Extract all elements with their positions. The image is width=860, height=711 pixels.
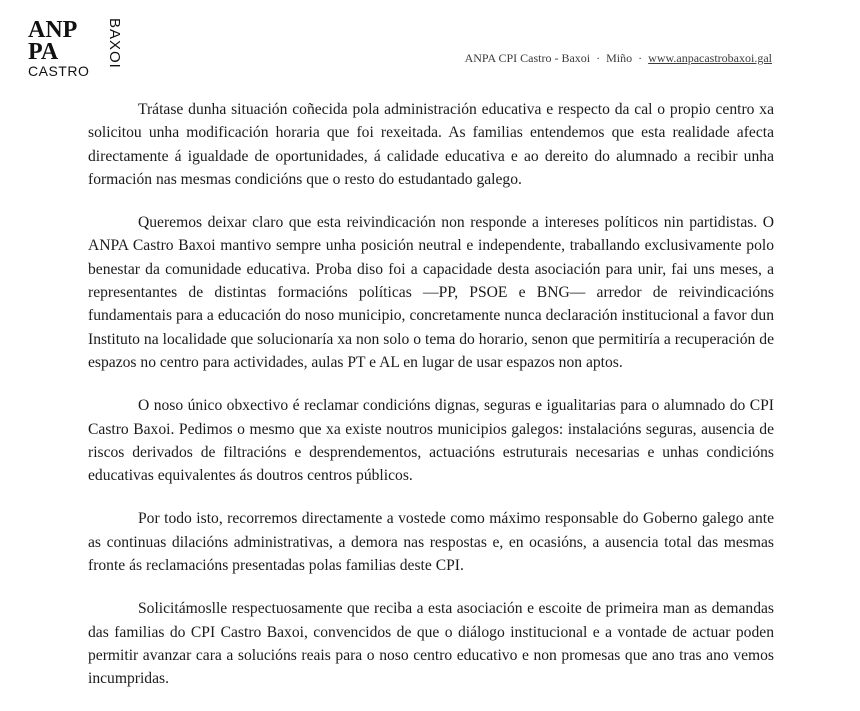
paragraph-3: O noso único obxectivo é reclamar condicións dignas, seguras e igualitarias para o alumnado do CPI Castro Baxoi. Pedimos o mesmo que xa existe noutros municipios galegos: instalacións seguras, ausencia de riscos derivados de filtracións e desprendementos, actuacións estruturais necesarias e unhas condicións educativas equivalentes ás doutros centros públicos. [88,397,774,485]
header-separator: · [638,51,643,65]
paragraph-1: Trátase dunha situación coñecida pola administración educativa e respecto da cal o propio centro xa solicitou unha modificación horaria que foi rexeitada. As familias entendemos que esta realidade afecta directamente á igualdade de oportunidades, á calidade educativa e ao dereito do alumnado a recibir unha formación nas mesmas condicións que o resto do estudantado galego. [88,101,774,188]
anpa-logo [28,17,123,80]
logo-text-row2: PA [28,39,59,65]
header-website-link[interactable]: www.anpacastrobaxoi.gal [648,51,772,65]
paragraph-2: Queremos deixar claro que esta reivindicación non responde a intereses políticos nin partidistas. O ANPA Castro Baxoi mantivo sempre unha posición neutral e independente, traballando exclusivamente polo benestar da comunidade educativa. Proba diso foi a capacidade desta asociación para unir, fai uns meses, a representantes de distintas formacións políticas —PP, PSOE e BNG— arredor de reivindicacións fundamentais para a educación do noso municipio, concretamente nunca declaración institucional a favor dun Instituto na localidade que solucionaría xa non solo o tema do horario, senon que permitiría a recuperación de espazos no centro para actividades, aulas PT e AL en lugar de usar espazos non aptos. [88,214,774,371]
header-org: ANPA CPI Castro - Baxoi [464,51,591,65]
logo-text-row1: ANP [28,17,78,43]
paragraph-5: Solicitámoslle respectuosamente que reciba a esta asociación e escoite de primeira man as demandas das familias do CPI Castro Baxoi, convencidos de que o diálogo institucional e a vontade de actuar poden permitir avanzar cara a solucións reais para o noso centro educativo e non promesas que ano tras ano vemos incumpridas. [88,600,774,688]
letter-body [88,98,774,711]
paragraph-4: Por todo isto, recorremos directamente a vostede como máximo responsable do Goberno galego ante as continuas dilacións administrativas, a demora nas respostas e, en ocasións, a ausencia total das mesmas fronte ás reclamacións presentadas polas familias deste CPI. [88,510,774,575]
header-separator: · [596,51,601,65]
logo-text-vertical: BAXOI [106,18,123,69]
header-location: Miño [606,51,633,65]
letterhead-info [465,51,772,66]
logo-text-row3: CASTRO [28,63,90,79]
